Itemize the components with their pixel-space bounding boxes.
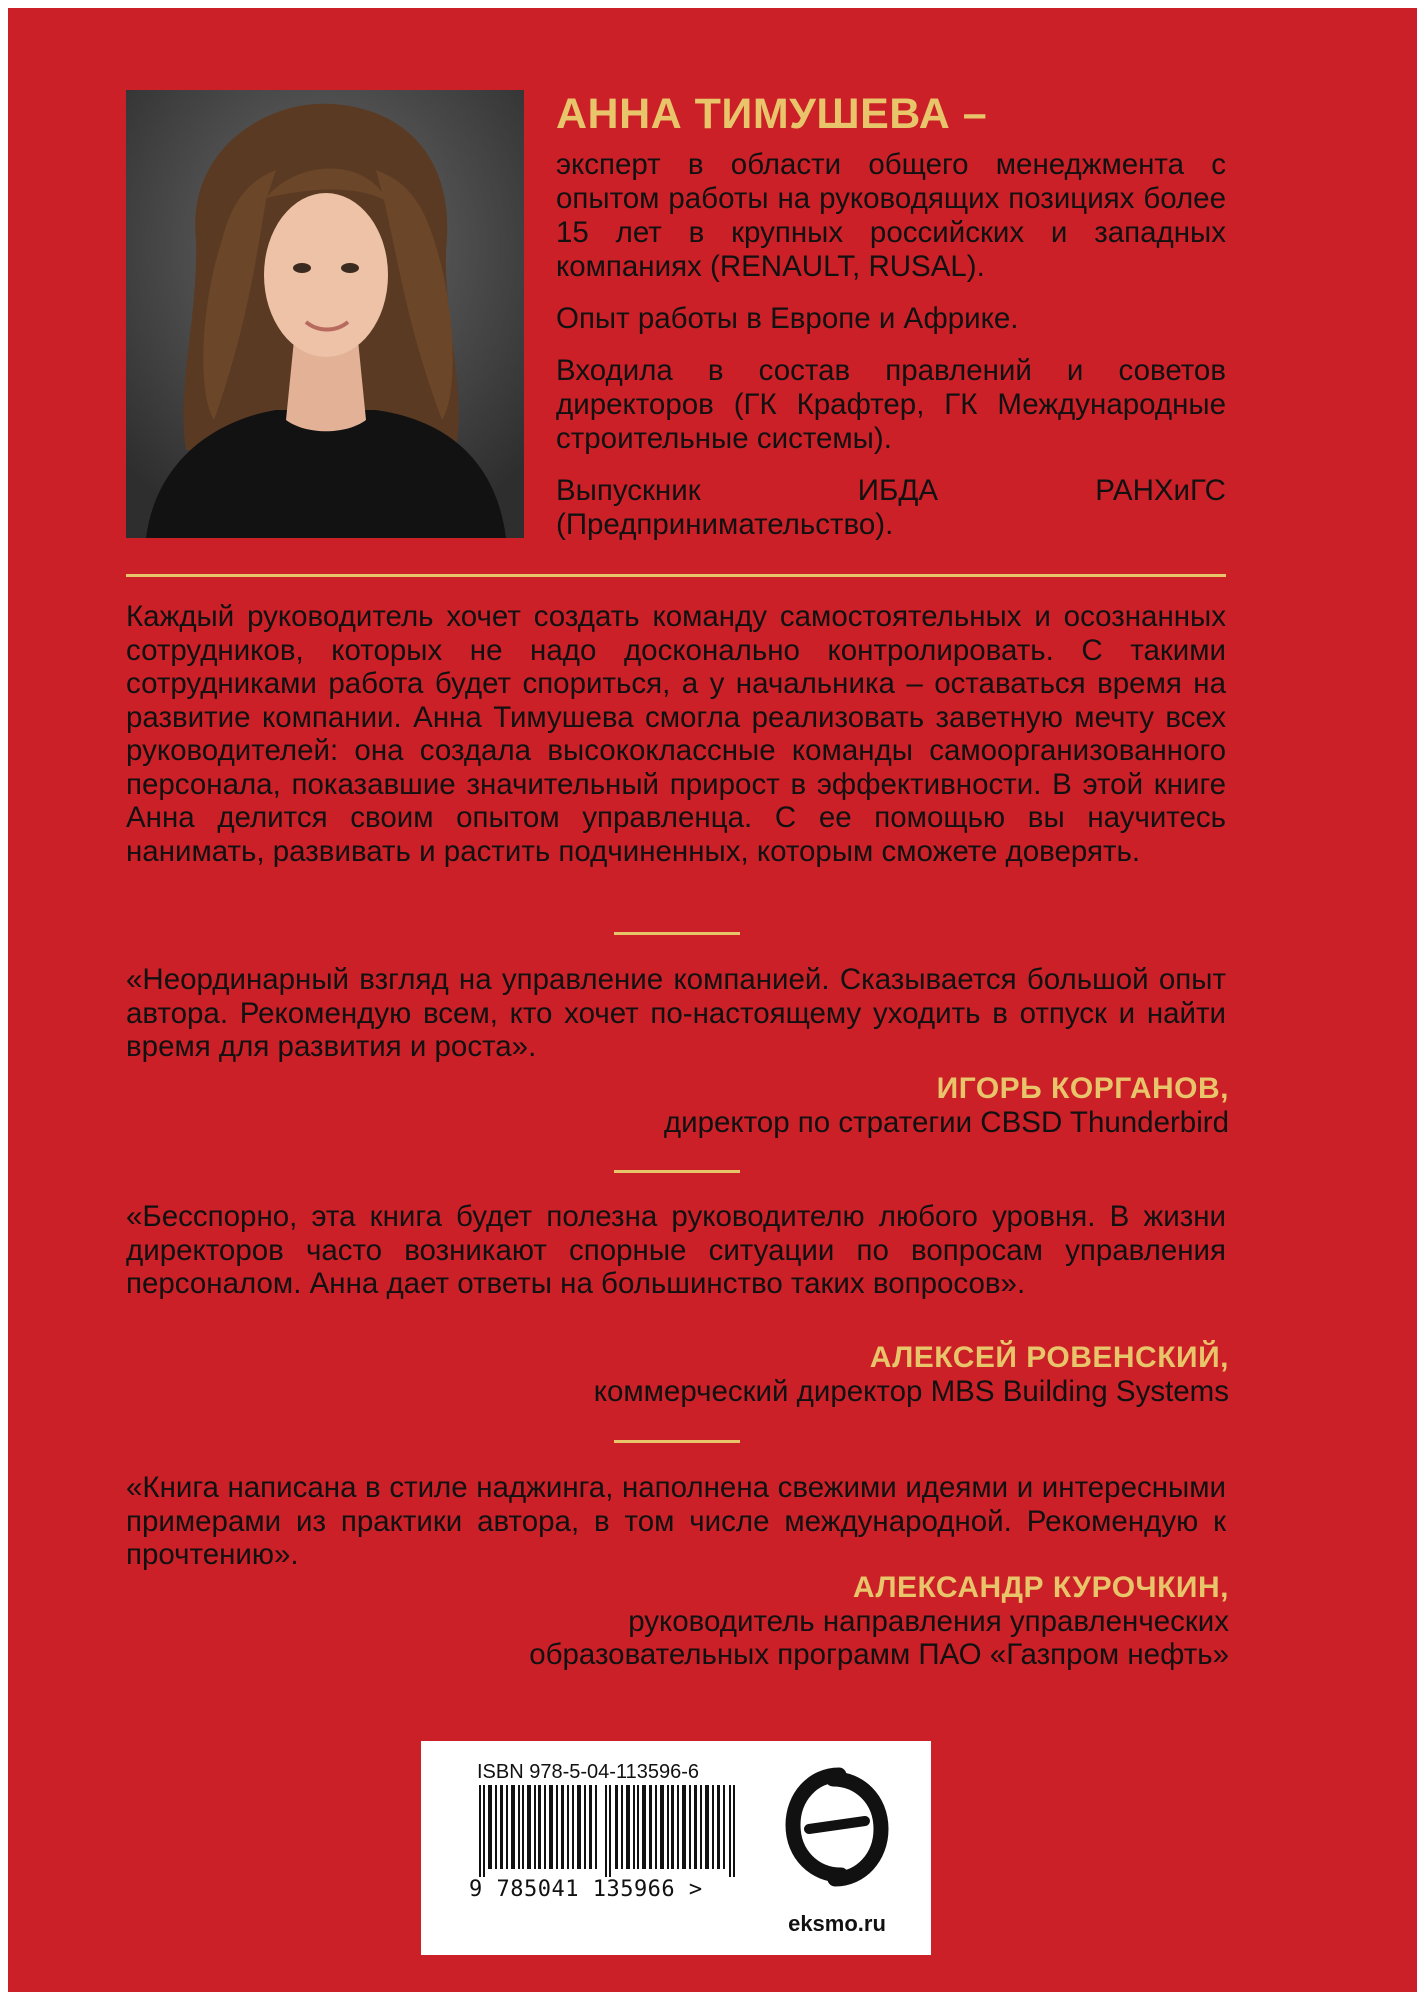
reviewer-name: АЛЕКСЕЙ РОВЕНСКИЙ, [869, 1341, 1229, 1374]
review-quote: «Книга написана в стиле наджинга, наполнена свежими идеями и интересными примерами из практики автора, в том числе международной. Рекомендую к прочтению». [126, 1471, 1226, 1571]
author-bio-paragraph: Выпускник ИБДА РАНХиГС (Предпринимательство). [556, 474, 1226, 541]
reviewer-role: образовательных программ ПАО «Газпром нефть» [529, 1638, 1229, 1671]
review-signature [664, 1072, 1229, 1139]
divider [614, 1170, 740, 1173]
review-signature [529, 1571, 1229, 1672]
publisher-site: eksmo.ru [788, 1911, 886, 1936]
author-bio-paragraph: Входила в состав правлений и советов директоров (ГК Крафтер, ГК Международные строительные системы). [556, 354, 1226, 455]
barcode-icon [471, 1785, 751, 1877]
divider [614, 1440, 740, 1443]
author-bio-paragraph: эксперт в области общего менеджмента с опытом работы на руководящих позициях более 15 лет в крупных российских и западных компаниях (RENAULT, RUSAL). [556, 148, 1226, 283]
divider [126, 574, 1226, 577]
barcode-digits: 9 785041 135966 > [469, 1877, 703, 1902]
author-name: АННА ТИМУШЕВА – [556, 90, 988, 138]
reviewer-name: АЛЕКСАНДР КУРОЧКИН, [852, 1571, 1229, 1604]
reviewer-role: коммерческий директор MBS Building Systems [593, 1374, 1229, 1408]
review-signature [594, 1341, 1229, 1408]
review-quote: «Бесспорно, эта книга будет полезна руководителю любого уровня. В жизни директоров часто возникают спорные ситуации по вопросам управления персоналом. Анна дает ответы на большинство таких вопросов». [126, 1200, 1226, 1300]
reviewer-role: руководитель направления управленческих [628, 1604, 1229, 1638]
divider [614, 932, 740, 935]
review-quote: «Неординарный взгляд на управление компанией. Сказывается большой опыт автора. Рекомендую всем, кто хочет по-настоящему уходить в отпуск и найти время для развития и роста». [126, 963, 1226, 1063]
book-back-cover [8, 8, 1417, 1992]
isbn-label: ISBN 978-5-04-113596-6 [477, 1761, 699, 1783]
author-photo [126, 90, 524, 538]
book-description: Каждый руководитель хочет создать команду самостоятельных и осознанных сотрудников, которых не надо досконально контролировать. С такими сотрудниками работа будет спориться, а у начальника – оставаться время на развитие компании. Анна Тимушева смогла реализовать заветную мечту всех руководителей: она создала высококлассные команды самоорганизованного персонала, показавшие значительный прирост в эффективности. В этой книге Анна делится своим опытом управленца. С ее помощью вы научитесь нанимать, развивать и растить подчиненных, которым сможете доверять. [126, 600, 1226, 868]
author-bio [556, 88, 1226, 560]
author-bio-paragraph: Опыт работы в Европе и Африке. [556, 302, 1019, 335]
eksmo-logo-icon [779, 1763, 895, 1901]
reviewer-role: директор по стратегии CBSD Thunderbird [663, 1105, 1229, 1139]
reviewer-name: ИГОРЬ КОРГАНОВ, [936, 1072, 1229, 1105]
barcode-panel [421, 1741, 931, 1955]
